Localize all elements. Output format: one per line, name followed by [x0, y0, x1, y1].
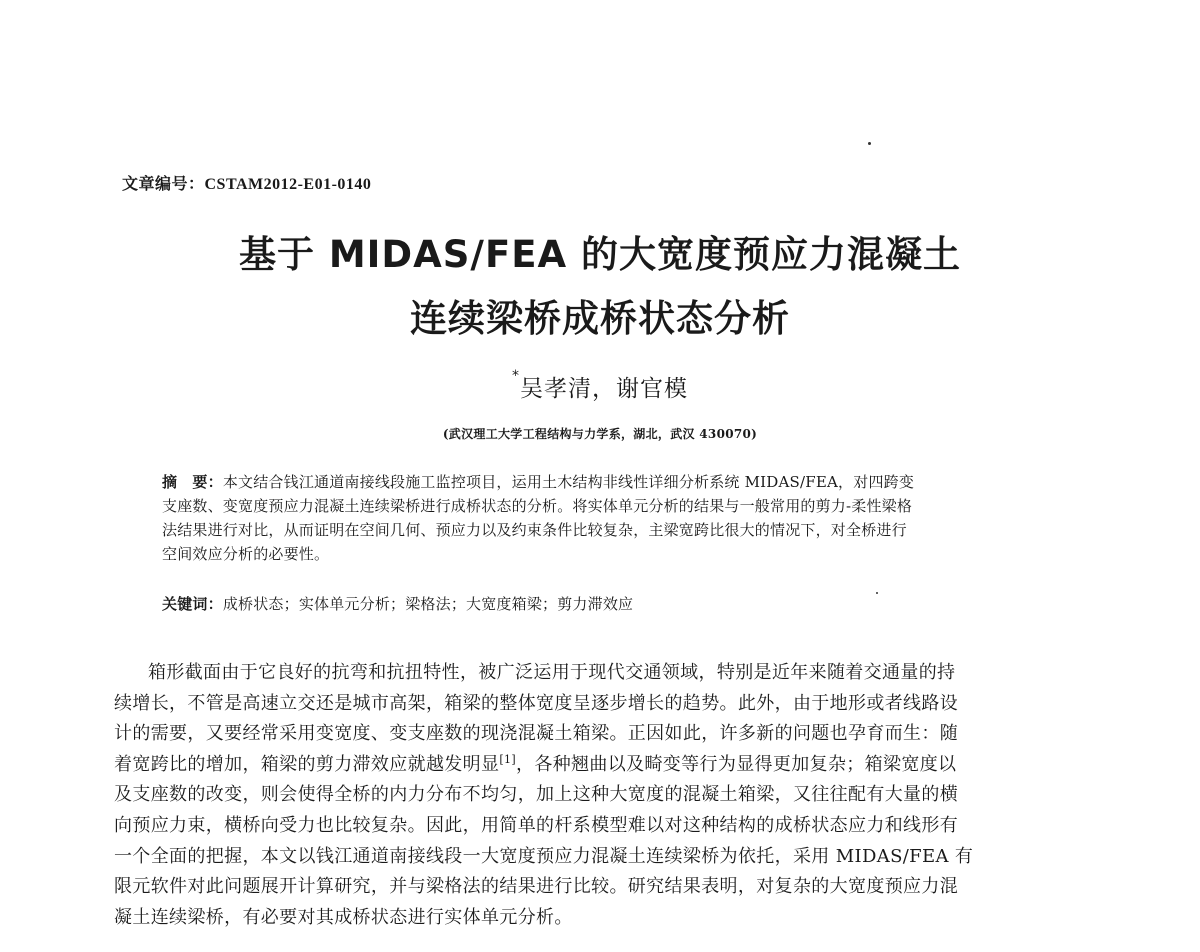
author-list	[100, 370, 1100, 403]
abstract-line	[162, 470, 1062, 494]
body-line: 及支座数的改变，则会使得全桥的内力分布不均匀，加上这种大宽度的混凝土箱梁，又往往配有大量的横	[114, 784, 959, 806]
keywords-line	[162, 593, 1062, 614]
body-line: 箱形截面由于它良好的抗弯和抗扭特性，被广泛运用于现代交通领域，特别是近年来随着交通量的持	[148, 662, 956, 683]
abstract-line: 空间效应分析的必要性。	[162, 545, 330, 563]
introduction-paragraph	[114, 658, 1094, 933]
body-line: 续增长，不管是高速立交还是城市高架，箱梁的整体宽度呈逐步增长的趋势。此外，由于地形或者线路设	[114, 692, 959, 714]
keywords-text: 成桥状态；实体单元分析；梁格法；大宽度箱梁；剪力滞效应	[222, 595, 634, 613]
corresponding-author-marker: *	[512, 368, 520, 384]
abstract-line: 支座数、变宽度预应力混凝土连续梁桥进行成桥状态的分析。将实体单元分析的结果与一般常用的剪力-柔性梁格	[162, 497, 913, 515]
body-line: 向预应力束，横桥向受力也比较复杂。因此，用简单的杆系模型难以对这种结构的成桥状态应力和线形有	[114, 814, 959, 836]
body-line: 计的需要，又要经常采用变宽度、变支座数的现浇混凝土箱梁。正因如此，许多新的问题也孕育而生：随	[114, 723, 959, 745]
author-affiliation: (武汉理工大学工程结构与力学系，湖北，武汉 430070)	[442, 427, 758, 441]
citation-ref: [1]	[499, 752, 516, 766]
body-line: 限元软件对此问题展开计算研究，并与梁格法的结果进行比较。研究结果表明，对复杂的大宽度预应力混	[114, 876, 959, 898]
body-text: 着宽跨比的增加，箱梁的剪力滞效应就越发明显	[114, 753, 500, 775]
keywords-label: 关键词：	[162, 595, 223, 613]
author-names: 吴孝清，谢官模	[520, 376, 688, 402]
abstract-block	[162, 470, 1062, 566]
body-line: 一个全面的把握，本文以钱江通道南接线段一大宽度预应力混凝土连续梁桥为依托，采用 MIDAS/FEA 有	[114, 845, 974, 867]
article-id: 文章编号：CSTAM2012-E01-0140	[122, 176, 372, 193]
body-line: 凝土连续梁桥，有必要对其成桥状态进行实体单元分析。	[114, 906, 573, 928]
abstract-text: 本文结合钱江通道南接线段施工监控项目，运用土木结构非线性详细分析系统 MIDAS/FEA，对四跨变	[222, 473, 915, 491]
body-line	[114, 750, 1094, 781]
scan-speck	[868, 142, 871, 145]
body-text: ，各种翘曲以及畸变等行为显得更加复杂；箱梁宽度以	[516, 753, 957, 775]
abstract-label: 摘 要：	[162, 473, 223, 491]
paper-title-line-2: 连续梁桥成桥状态分析	[410, 297, 790, 340]
paper-title-line-1: 基于 MIDAS/FEA 的大宽度预应力混凝土	[238, 233, 962, 276]
abstract-line: 法结果进行对比，从而证明在空间几何、预应力以及约束条件比较复杂，主梁宽跨比很大的情况下，对全桥进行	[162, 521, 907, 539]
